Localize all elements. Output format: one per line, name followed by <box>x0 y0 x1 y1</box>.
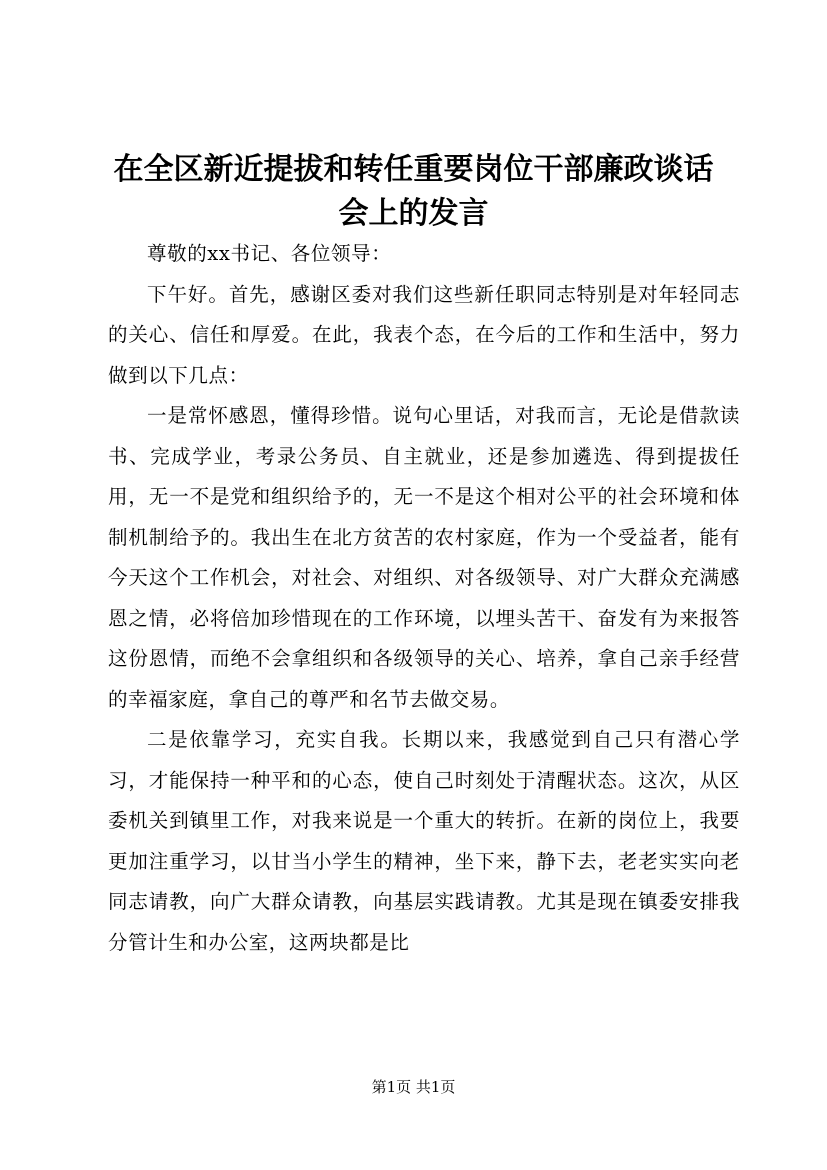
page-title <box>100 148 727 236</box>
page-number: 第1页 共1页 <box>371 1078 456 1096</box>
document-body <box>108 234 740 963</box>
point-two-paragraph: 二是依靠学习，充实自我。长期以来，我感觉到自己只有潜心学习，才能保持一种平和的心态，使自己时刻处于清醒状态。这次，从区委机关到镇里工作，对我来说是一个重大的转折。在新的岗位上，我要更加注重学习，以甘当小学生的精神，坐下来，静下去，老老实实向老同志请教，向广大群众请教，向基层实践请教。尤其是现在镇委安排我分管计生和办公室，这两块都是比 <box>108 728 740 954</box>
title-line-1: 在全区新近提拔和转任重要岗位干部廉政谈话 <box>113 152 714 187</box>
title-line-2: 会上的发言 <box>338 196 489 231</box>
page-footer <box>0 1077 827 1097</box>
greeting-paragraph: 下午好。首先，感谢区委对我们这些新任职同志特别是对年轻同志的关心、信任和厚爱。在此，我表个态，在今后的工作和生活中，努力做到以下几点： <box>108 282 740 387</box>
point-one-paragraph: 一是常怀感恩，懂得珍惜。说句心里话，对我而言，无论是借款读书、完成学业，考录公务员、自主就业，还是参加遴选、得到提拔任用，无一不是党和组织给予的，无一不是这个相对公平的社会环境和体制机制给予的。我出生在北方贫苦的农村家庭，作为一个受益者，能有今天这个工作机会，对社会、对组织、对各级领导、对广大群众充满感恩之情，必将倍加珍惜现在的工作环境，以埋头苦干、奋发有为来报答这份恩情，而绝不会拿组织和各级领导的关心、培养，拿自己亲手经营的幸福家庭，拿自己的尊严和名节去做交易。 <box>108 404 740 711</box>
salutation-paragraph: 尊敬的xx书记、各位领导： <box>147 242 392 265</box>
